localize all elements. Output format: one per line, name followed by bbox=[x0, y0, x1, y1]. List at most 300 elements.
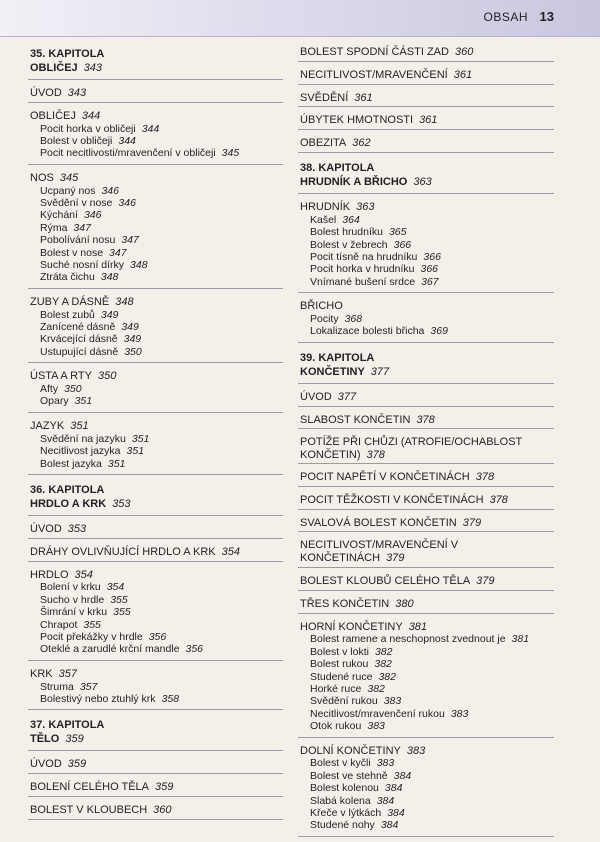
page-ref: 351 bbox=[74, 395, 93, 408]
subentry-title: Opary bbox=[40, 395, 69, 408]
subentry-title: Ztráta čichu bbox=[40, 271, 95, 284]
page-ref: 358 bbox=[161, 692, 180, 705]
page-ref: 383 bbox=[406, 744, 426, 757]
toc-entry[interactable] bbox=[298, 537, 554, 568]
toc-subentry[interactable] bbox=[30, 346, 281, 358]
toc-subentry[interactable] bbox=[300, 214, 552, 226]
entry-heading bbox=[300, 69, 552, 82]
subentry-title: Pocit horka v hrudníku bbox=[310, 263, 415, 276]
toc-group bbox=[28, 368, 283, 413]
page-ref: 353 bbox=[67, 522, 87, 535]
page-ref: 350 bbox=[97, 370, 117, 383]
page-ref: 348 bbox=[100, 271, 119, 284]
page-ref: 351 bbox=[70, 419, 89, 432]
entry-title: BOLEST V KLOUBECH bbox=[30, 803, 148, 816]
entry-heading bbox=[30, 546, 281, 559]
page-ref: 366 bbox=[420, 263, 439, 276]
entry-heading bbox=[300, 137, 552, 150]
page-ref: 369 bbox=[430, 325, 448, 338]
group-title: JAZYK bbox=[30, 419, 65, 432]
page-ref: 363 bbox=[356, 200, 375, 213]
subentry-title: Svědění na jazyku bbox=[40, 432, 126, 445]
toc-group bbox=[28, 666, 283, 711]
toc-subentry[interactable] bbox=[300, 807, 552, 819]
page-ref: 360 bbox=[153, 803, 172, 816]
subentry-title: Bolest ramene a neschopnost zvednout je bbox=[310, 633, 506, 646]
toc-entry[interactable] bbox=[28, 779, 283, 797]
toc-group bbox=[28, 418, 283, 475]
group-title: HRDLO bbox=[30, 568, 69, 581]
page-ref: 383 bbox=[450, 707, 469, 720]
chapter-number: 38. KAPITOLA bbox=[300, 161, 375, 174]
toc-entry[interactable] bbox=[28, 521, 283, 539]
toc-entry[interactable] bbox=[298, 67, 554, 85]
toc-subentry[interactable] bbox=[300, 633, 552, 645]
entry-title: ÚBYTEK HMOTNOSTI bbox=[300, 114, 414, 127]
chapter-entry[interactable] bbox=[298, 158, 554, 194]
page-ref: 378 bbox=[366, 449, 385, 462]
subentry-title: Slabá kolena bbox=[310, 794, 371, 807]
page-ref: 355 bbox=[110, 593, 128, 606]
toc-subentry[interactable] bbox=[30, 681, 281, 693]
entry-title: TŘES KONČETIN bbox=[300, 597, 390, 610]
chapter-title-line bbox=[30, 497, 281, 511]
page-ref: 382 bbox=[374, 658, 392, 671]
entry-heading bbox=[300, 575, 552, 588]
group-heading[interactable] bbox=[30, 110, 281, 123]
subentry-title: Kýchání bbox=[40, 209, 78, 222]
toc-subentry[interactable] bbox=[300, 313, 552, 325]
page-ref: 350 bbox=[64, 383, 82, 396]
toc-entry[interactable] bbox=[298, 515, 554, 533]
page-ref: 354 bbox=[74, 568, 93, 581]
subentry-title: Bolest jazyka bbox=[40, 457, 102, 470]
page-ref: 350 bbox=[124, 345, 142, 358]
toc-subentry[interactable] bbox=[30, 693, 281, 705]
subentry-title: Bolest v žebrech bbox=[310, 238, 388, 251]
page-ref: 380 bbox=[395, 597, 414, 610]
page-ref: 366 bbox=[393, 238, 412, 251]
toc-subentry[interactable] bbox=[300, 226, 552, 238]
subentry-title: Necitlivost jazyka bbox=[40, 445, 121, 458]
group-title: DOLNÍ KONČETINY bbox=[300, 744, 401, 757]
page-ref: 365 bbox=[388, 226, 407, 239]
entry-title: NECITLIVOST/MRAVENČENÍ bbox=[300, 68, 448, 81]
entry-title: NECITLIVOST/MRAVENČENÍ V KONČETINÁCH bbox=[300, 539, 459, 565]
toc-entry[interactable] bbox=[28, 756, 283, 774]
page-ref: 367 bbox=[421, 275, 439, 288]
page-ref: 381 bbox=[408, 620, 428, 633]
group-title: ZUBY A DÁSNĚ bbox=[30, 295, 110, 308]
chapter-title: HRUDNÍK A BŘICHO bbox=[300, 175, 408, 188]
toc-group bbox=[298, 619, 554, 738]
page-ref: 346 bbox=[101, 184, 119, 197]
toc-entry[interactable] bbox=[28, 802, 283, 820]
page-ref: 354 bbox=[221, 545, 240, 558]
toc-column-right bbox=[298, 44, 554, 842]
entry-title: ÚVOD bbox=[300, 390, 332, 403]
section-title: OBSAH bbox=[483, 10, 528, 24]
subentry-title: Šimrání v krku bbox=[40, 606, 108, 619]
subentry-title: Krvácející dásně bbox=[40, 333, 118, 346]
page-ref: 347 bbox=[121, 234, 139, 247]
subentry-title: Otok rukou bbox=[310, 720, 362, 733]
entry-heading bbox=[30, 758, 281, 771]
page-ref: 353 bbox=[112, 497, 131, 510]
subentry-title: Bolest hrudníku bbox=[310, 226, 383, 239]
page-ref: 349 bbox=[121, 321, 139, 334]
group-title: NOS bbox=[30, 171, 54, 184]
page-ref: 382 bbox=[374, 645, 393, 658]
entry-title: ÚVOD bbox=[30, 522, 62, 535]
subentry-title: Pocity bbox=[310, 313, 339, 326]
group-title: HORNÍ KONČETINY bbox=[300, 620, 403, 633]
page-ref: 359 bbox=[65, 733, 84, 746]
toc-subentry[interactable] bbox=[300, 325, 552, 337]
toc-subentry[interactable] bbox=[300, 720, 552, 732]
entry-heading bbox=[300, 494, 552, 507]
page-ref: 368 bbox=[344, 313, 363, 326]
page-ref: 345 bbox=[221, 147, 240, 160]
toc-entry[interactable] bbox=[298, 90, 554, 108]
toc-subentry[interactable] bbox=[30, 185, 281, 197]
page-ref: 360 bbox=[454, 46, 474, 58]
toc-subentry[interactable] bbox=[30, 433, 281, 445]
group-heading[interactable] bbox=[30, 668, 281, 681]
page-ref: 379 bbox=[386, 552, 405, 565]
page-number: 13 bbox=[539, 9, 554, 24]
subentry-title: Bolest ve stehně bbox=[310, 769, 388, 782]
entry-heading bbox=[300, 598, 552, 611]
page-ref: 361 bbox=[354, 91, 373, 104]
entry-title: KONČETIN) bbox=[300, 449, 361, 462]
toc-subentry[interactable] bbox=[30, 321, 281, 333]
toc-group bbox=[298, 199, 554, 293]
entry-heading bbox=[300, 92, 552, 105]
group-heading[interactable] bbox=[30, 296, 281, 309]
toc-subentry[interactable] bbox=[30, 259, 281, 271]
group-heading[interactable] bbox=[300, 621, 552, 634]
group-heading[interactable] bbox=[300, 201, 552, 214]
toc-subentry[interactable] bbox=[30, 247, 281, 259]
page-ref: 359 bbox=[67, 758, 87, 771]
page-ref: 344 bbox=[141, 122, 160, 135]
entry-heading bbox=[300, 114, 552, 127]
toc-entry[interactable] bbox=[298, 434, 554, 464]
group-heading[interactable] bbox=[300, 745, 552, 758]
page-ref: 381 bbox=[511, 633, 530, 646]
subentry-title: Kašel bbox=[310, 213, 337, 226]
toc-subentry[interactable] bbox=[300, 782, 552, 794]
toc-subentry[interactable] bbox=[300, 770, 552, 782]
chapter-title: HRDLO A KRK bbox=[30, 497, 107, 510]
page-ref: 364 bbox=[342, 213, 360, 226]
toc-entry[interactable] bbox=[28, 85, 283, 103]
page-ref: 344 bbox=[118, 135, 136, 147]
entry-heading bbox=[30, 781, 281, 794]
toc-subentry[interactable] bbox=[30, 619, 281, 631]
page-ref: 349 bbox=[100, 308, 119, 321]
toc-subentry[interactable] bbox=[30, 222, 281, 234]
page-ref: 378 bbox=[489, 493, 508, 506]
chapter-entry[interactable] bbox=[28, 715, 283, 751]
entry-title-line: POTÍŽE PŘI CHŮZI (ATROFIE/OCHABLOST bbox=[300, 436, 523, 449]
page-ref: 351 bbox=[131, 432, 150, 445]
toc-entry[interactable] bbox=[298, 44, 554, 62]
toc-subentry[interactable] bbox=[30, 135, 281, 147]
toc-subentry[interactable] bbox=[300, 276, 552, 288]
toc-group bbox=[298, 298, 554, 343]
page-ref: 378 bbox=[475, 471, 495, 484]
toc-column-left bbox=[28, 44, 283, 825]
toc-entry[interactable] bbox=[28, 544, 283, 562]
toc-subentry[interactable] bbox=[300, 251, 552, 263]
subentry-title: Bolest kolenou bbox=[310, 782, 379, 795]
entry-title: SVĚDĚNÍ bbox=[300, 91, 349, 104]
toc-subentry[interactable] bbox=[300, 671, 552, 683]
subentry-title: Struma bbox=[40, 680, 74, 693]
page-ref: 351 bbox=[126, 445, 145, 458]
subentry-title: Svědění v nose bbox=[40, 197, 113, 210]
toc-subentry[interactable] bbox=[30, 643, 281, 655]
subentry-title: Pocit necitlivosti/mravenčení v obličeji bbox=[40, 147, 216, 160]
chapter-title: OBLIČEJ bbox=[30, 62, 78, 74]
subentry-title: Křeče v lýtkách bbox=[310, 807, 382, 820]
page-ref: 363 bbox=[413, 175, 432, 188]
page-ref: 354 bbox=[106, 581, 125, 594]
page-ref: 383 bbox=[383, 695, 402, 708]
subentry-title: Pocit horka v obličeji bbox=[40, 122, 136, 135]
toc-entry[interactable] bbox=[298, 469, 554, 487]
subentry-title: Pocit tísně na hrudníku bbox=[310, 251, 418, 263]
toc-entry[interactable] bbox=[298, 389, 554, 407]
chapter-title-line bbox=[300, 365, 552, 379]
chapter-title-line bbox=[30, 61, 281, 75]
entry-title: POCIT TĚŽKOSTI V KONČETINÁCH bbox=[300, 493, 484, 506]
toc-subentry[interactable] bbox=[30, 395, 281, 407]
page-ref: 347 bbox=[109, 246, 127, 259]
entry-title: SVALOVÁ BOLEST KONČETIN bbox=[300, 516, 457, 529]
subentry-title: Bolest rukou bbox=[310, 658, 369, 671]
page-ref: 384 bbox=[376, 794, 395, 807]
page-ref: 378 bbox=[416, 413, 435, 426]
chapter-title: TĚLO bbox=[30, 733, 60, 746]
toc-subentry[interactable] bbox=[300, 757, 552, 769]
subentry-title: Afty bbox=[40, 383, 59, 396]
subentry-title: Pocit překážky v hrdle bbox=[40, 630, 143, 643]
group-title: BŘICHO bbox=[300, 300, 343, 313]
entry-title: POCIT NAPĚTÍ V KONČETINÁCH bbox=[300, 471, 470, 484]
page-ref: 357 bbox=[79, 680, 98, 693]
subentry-title: Svědění rukou bbox=[310, 695, 378, 708]
chapter-title: KONČETINY bbox=[300, 365, 365, 378]
chapter-title-line bbox=[300, 175, 552, 189]
toc-group bbox=[28, 294, 283, 363]
page-ref: 366 bbox=[423, 251, 441, 263]
toc-subentry[interactable] bbox=[300, 819, 552, 831]
toc-subentry[interactable] bbox=[30, 581, 281, 593]
entry-heading bbox=[30, 804, 281, 817]
subentry-title: Necitlivost/mravenčení rukou bbox=[310, 707, 445, 720]
group-title: HRUDNÍK bbox=[300, 200, 351, 213]
subentry-title: Bolest v lokti bbox=[310, 645, 369, 658]
group-heading[interactable] bbox=[30, 569, 281, 582]
toc-subentry[interactable] bbox=[30, 445, 281, 457]
subentry-title: Studené nohy bbox=[310, 819, 375, 832]
subentry-title: Pobolívání nosu bbox=[40, 234, 116, 247]
entry-heading bbox=[300, 471, 552, 484]
entry-title: ÚVOD bbox=[30, 758, 62, 771]
page-ref: 347 bbox=[73, 221, 91, 234]
entry-title: BOLENÍ CELÉHO TĚLA bbox=[30, 781, 150, 794]
toc-subentry[interactable] bbox=[30, 309, 281, 321]
subentry-title: Ucpaný nos bbox=[40, 184, 96, 197]
toc-group bbox=[28, 170, 283, 289]
page-ref: 377 bbox=[337, 390, 357, 403]
toc-entry[interactable] bbox=[298, 112, 554, 130]
toc-subentry[interactable] bbox=[30, 209, 281, 221]
toc-subentry[interactable] bbox=[30, 631, 281, 643]
group-heading[interactable] bbox=[300, 300, 552, 313]
toc-subentry[interactable] bbox=[300, 708, 552, 720]
group-heading[interactable] bbox=[30, 370, 281, 383]
subentry-title: Zanícené dásně bbox=[40, 321, 116, 334]
subentry-title: Lokalizace bolesti břicha bbox=[310, 325, 425, 338]
entry-heading bbox=[300, 539, 552, 565]
subentry-title: Suché nosní dírky bbox=[40, 259, 125, 272]
toc-subentry[interactable] bbox=[30, 147, 281, 159]
toc-subentry[interactable] bbox=[300, 795, 552, 807]
page-ref: 343 bbox=[83, 62, 103, 74]
subentry-title: Sucho v hrdle bbox=[40, 593, 105, 606]
chapter-entry[interactable] bbox=[28, 44, 283, 80]
toc-entry[interactable] bbox=[298, 596, 554, 614]
page-ref: 361 bbox=[419, 114, 438, 127]
chapter-entry[interactable] bbox=[28, 480, 283, 516]
toc-subentry[interactable] bbox=[30, 271, 281, 283]
toc-group bbox=[28, 567, 283, 661]
page-header bbox=[0, 0, 600, 37]
page-ref: 383 bbox=[376, 757, 395, 770]
toc-subentry[interactable] bbox=[30, 197, 281, 209]
page-ref: 344 bbox=[81, 109, 101, 122]
subentry-title: Horké ruce bbox=[310, 683, 362, 696]
entry-heading bbox=[300, 517, 552, 530]
toc-entry[interactable] bbox=[298, 573, 554, 591]
page-ref: 351 bbox=[107, 457, 126, 470]
group-title: OBLIČEJ bbox=[30, 109, 76, 122]
chapter-number: 35. KAPITOLA bbox=[30, 48, 105, 60]
toc-subentry[interactable] bbox=[30, 383, 281, 395]
chapter-title-line bbox=[30, 732, 281, 746]
page-ref: 348 bbox=[130, 259, 148, 272]
subentry-title: Bolest v obličeji bbox=[40, 135, 113, 147]
toc-subentry[interactable] bbox=[300, 263, 552, 275]
entry-title: OBEZITA bbox=[300, 137, 347, 150]
toc-group bbox=[298, 743, 554, 837]
page-ref: 383 bbox=[367, 720, 385, 733]
entry-heading bbox=[30, 523, 281, 536]
toc-entry[interactable] bbox=[298, 492, 554, 510]
toc-subentry[interactable] bbox=[30, 234, 281, 246]
entry-heading bbox=[300, 414, 552, 427]
page-ref: 343 bbox=[67, 87, 87, 99]
chapter-entry[interactable] bbox=[298, 348, 554, 384]
toc-subentry[interactable] bbox=[300, 683, 552, 695]
entry-title: BOLEST KLOUBŮ CELÉHO TĚLA bbox=[300, 575, 471, 587]
toc-subentry[interactable] bbox=[300, 695, 552, 707]
page-ref: 345 bbox=[59, 171, 79, 184]
page-ref: 377 bbox=[370, 365, 390, 378]
toc-subentry[interactable] bbox=[300, 658, 552, 670]
subentry-title: Bolest zubů bbox=[40, 308, 95, 321]
subentry-title: Bolest v kyčli bbox=[310, 757, 371, 770]
entry-heading bbox=[300, 391, 552, 404]
toc-entry[interactable] bbox=[298, 412, 554, 430]
chapter-number: 36. KAPITOLA bbox=[30, 483, 105, 496]
entry-title: DRÁHY OVLIVŇUJÍCÍ HRDLO A KRK bbox=[30, 545, 216, 558]
page-ref: 384 bbox=[384, 782, 403, 795]
subentry-title: Studené ruce bbox=[310, 670, 373, 683]
page-ref: 356 bbox=[148, 630, 167, 643]
subentry-title: Oteklé a zarudlé krční mandle bbox=[40, 643, 180, 656]
entry-title: SLABOST KONČETIN bbox=[300, 413, 411, 426]
page-ref: 379 bbox=[462, 516, 482, 529]
page-ref: 359 bbox=[155, 781, 174, 794]
subentry-title: Ustupující dásně bbox=[40, 345, 119, 358]
subentry-title: Rýma bbox=[40, 221, 68, 234]
toc-subentry[interactable] bbox=[300, 239, 552, 251]
entry-heading bbox=[30, 87, 281, 100]
page-ref: 346 bbox=[83, 209, 102, 222]
chapter-number: 37. KAPITOLA bbox=[30, 719, 105, 732]
page-ref: 384 bbox=[393, 769, 412, 782]
group-heading[interactable] bbox=[30, 420, 281, 433]
subentry-title: Bolestivý nebo ztuhlý krk bbox=[40, 692, 156, 705]
toc-group bbox=[28, 108, 283, 165]
entry-title-line bbox=[300, 449, 552, 462]
subentry-title: Bolest v nose bbox=[40, 246, 104, 259]
page-ref: 382 bbox=[378, 670, 396, 683]
subentry-title: Chrapot bbox=[40, 618, 78, 631]
entry-title: BOLEST SPODNÍ ČÁSTI ZAD bbox=[300, 46, 449, 58]
entry-heading bbox=[300, 46, 552, 59]
toc-subentry[interactable] bbox=[30, 123, 281, 135]
page-ref: 361 bbox=[453, 68, 473, 81]
group-heading[interactable] bbox=[30, 172, 281, 185]
entry-title: ÚVOD bbox=[30, 87, 62, 99]
toc-subentry[interactable] bbox=[30, 333, 281, 345]
toc-subentry[interactable] bbox=[30, 458, 281, 470]
toc-subentry[interactable] bbox=[300, 646, 552, 658]
page-ref: 355 bbox=[83, 618, 101, 631]
page-ref: 362 bbox=[352, 137, 371, 150]
page-ref: 349 bbox=[123, 333, 142, 346]
page-ref: 384 bbox=[387, 807, 405, 820]
page-ref: 357 bbox=[58, 667, 77, 680]
toc-entry[interactable] bbox=[298, 135, 554, 153]
chapter-number: 39. KAPITOLA bbox=[300, 351, 375, 364]
page-ref: 346 bbox=[118, 197, 136, 210]
toc-subentry[interactable] bbox=[30, 606, 281, 618]
group-title: KRK bbox=[30, 667, 53, 680]
group-title: ÚSTA A RTY bbox=[30, 370, 92, 383]
page-ref: 384 bbox=[380, 819, 399, 832]
page-ref: 356 bbox=[185, 643, 204, 656]
toc-subentry[interactable] bbox=[30, 594, 281, 606]
subentry-title: Bolení v krku bbox=[40, 581, 101, 594]
page-ref: 382 bbox=[367, 683, 385, 696]
